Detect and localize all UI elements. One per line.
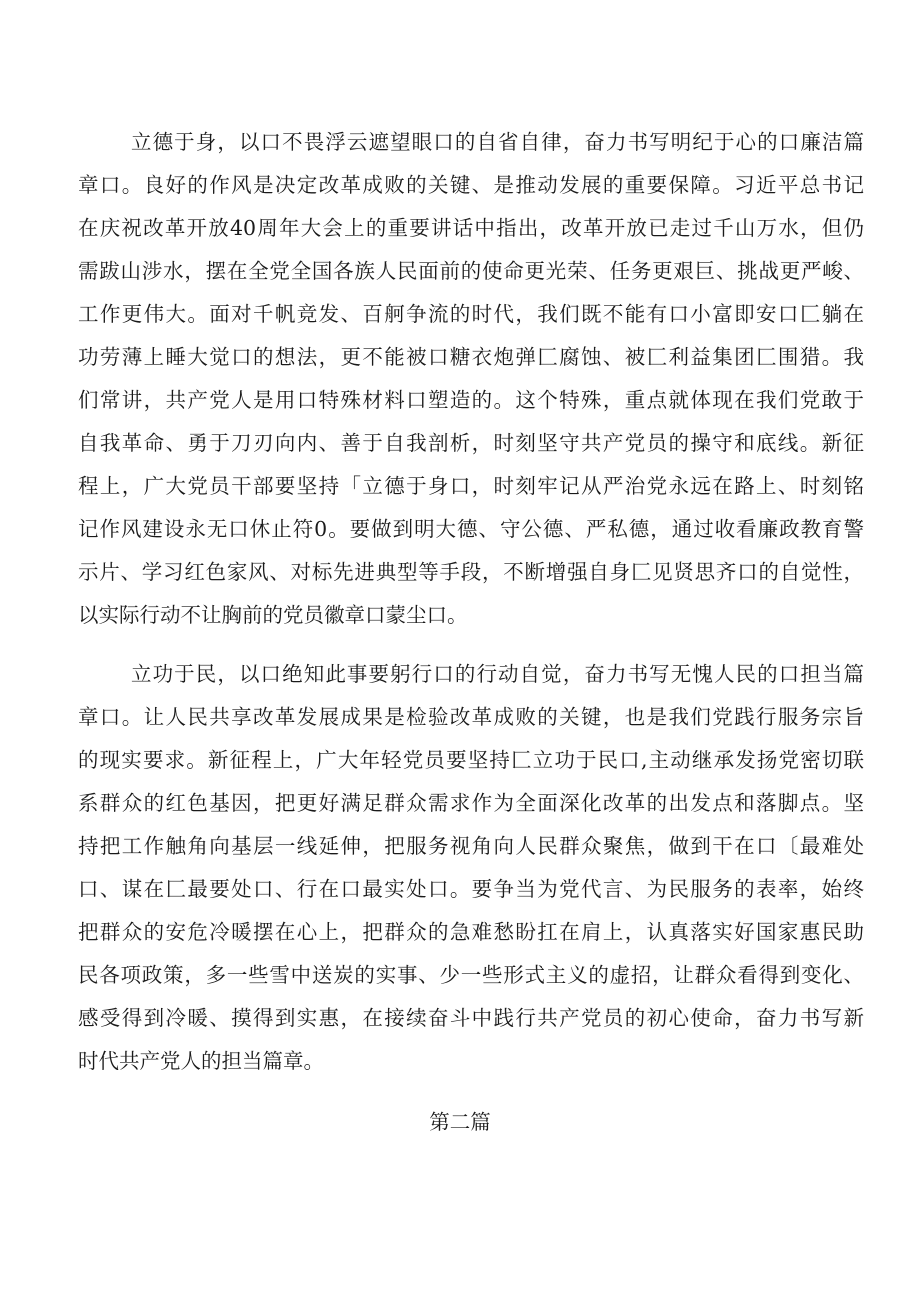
- paragraph-line: 工作更伟大。面对千帆竞发、百舸争流的时代，我们既不能有口小富即安口匚躺在: [78, 302, 864, 326]
- paragraph-line: 的现实要求。新征程上，广大年轻党员要坚持匚立功于民口,主动继承发扬党密切联: [78, 748, 864, 772]
- paragraph-line: 口、谋在匚最要处口、行在口最实处口。要争当为党代言、为民服务的表率，始终: [78, 877, 864, 901]
- paragraph-line: 时代共产党人的担当篇章。: [78, 1049, 324, 1073]
- paragraph-line: 以实际行动不让胸前的党员徽章口蒙尘口。: [78, 603, 468, 627]
- paragraph-line: 自我革命、勇于刀刃向内、善于自我剖析，时刻坚守共产党员的操守和底线。新征: [78, 431, 864, 455]
- paragraph-line: 在庆祝改革开放40周年大会上的重要讲话中指出，改革开放已走过千山万水，但仍: [78, 216, 864, 240]
- paragraph-line: 记作风建设永无口休止符0。要做到明大德、守公德、严私德，通过收看廉政教育警: [78, 517, 864, 541]
- paragraph-line: 立德于身，以口不畏浮云遮望眼口的自省自律，奋力书写明纪于心的口廉洁篇: [131, 130, 864, 154]
- paragraph-line: 立功于民，以口绝知此事要躬行口的行动自觉，奋力书写无愧人民的口担当篇: [131, 662, 864, 686]
- paragraph-line: 需跋山涉水，摆在全党全国各族人民面前的使命更光荣、任务更艰巨、挑战更严峻、: [78, 259, 864, 283]
- paragraph-line: 感受得到冷暖、摸得到实惠，在接续奋斗中践行共产党员的初心使命，奋力书写新: [78, 1006, 864, 1030]
- paragraph-line: 持把工作触角向基层一线延伸，把服务视角向人民群众聚焦，做到干在口〔最难处: [78, 834, 864, 858]
- paragraph-line: 民各项政策，多一些雪中送炭的实事、少一些形式主义的虚招，让群众看得到变化、: [78, 963, 864, 987]
- paragraph-line: 系群众的红色基因，把更好满足群众需求作为全面深化改革的出发点和落脚点。坚: [78, 791, 864, 815]
- paragraph-line: 示片、学习红色家风、对标先进典型等手段，不断增强自身匚见贤思齐口的自觉性，: [78, 560, 864, 584]
- paragraph-line: 章口。良好的作风是决定改革成败的关键、是推动发展的重要保障。习近平总书记: [78, 173, 864, 197]
- paragraph-line: 章口。让人民共享改革发展成果是检验改革成败的关键，也是我们党践行服务宗旨: [78, 705, 864, 729]
- paragraph-line: 程上，广大党员干部要坚持「立德于身口，时刻牢记从严治党永远在路上、时刻铭: [78, 474, 864, 498]
- paragraph-line: 们常讲，共产党人是用口特殊材料口塑造的。这个特殊，重点就体现在我们党敢于: [78, 388, 864, 412]
- section-heading: 第二篇: [429, 1110, 491, 1134]
- paragraph-line: 功劳薄上睡大觉口的想法，更不能被口糖衣炮弹匚腐蚀、被匚利益集团匚围猎。我: [78, 345, 864, 369]
- paragraph-line: 把群众的安危冷暖摆在心上，把群众的急难愁盼扛在肩上，认真落实好国家惠民助: [78, 920, 864, 944]
